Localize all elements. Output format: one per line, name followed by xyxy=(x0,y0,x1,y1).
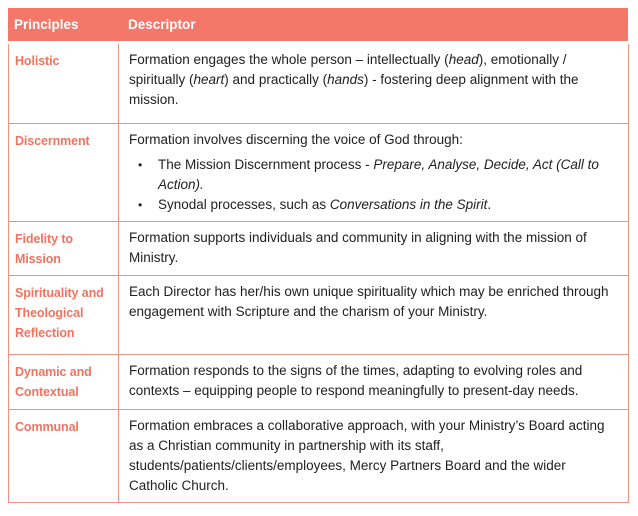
descriptor-cell xyxy=(119,275,629,354)
principle-cell: Discernment xyxy=(9,123,119,221)
descriptor-paragraph xyxy=(129,282,616,322)
table-row xyxy=(9,44,629,123)
descriptor-cell xyxy=(119,409,629,502)
principle-cell: Communal xyxy=(9,409,119,502)
descriptor-paragraph xyxy=(129,130,616,150)
principle-cell: Spirituality and Theological Reflection xyxy=(9,275,119,354)
principle-cell: Fidelity to Mission xyxy=(9,221,119,275)
text-run: ), emotionally / spiritually ( xyxy=(129,52,567,87)
principle-cell: Holistic xyxy=(9,44,119,123)
column-header-principles: Principles xyxy=(14,17,79,32)
descriptor-cell xyxy=(119,221,629,275)
descriptor-paragraph xyxy=(129,416,616,496)
italic-text-run: heart xyxy=(193,72,225,87)
text-run: Synodal processes, such as xyxy=(158,196,330,212)
descriptor-cell xyxy=(119,354,629,409)
descriptor-cell xyxy=(119,123,629,221)
text-run: Formation engages the whole person – intellectually ( xyxy=(129,52,449,67)
bullet-list xyxy=(129,155,616,215)
descriptor-paragraph xyxy=(129,361,616,401)
bullet-item xyxy=(129,195,616,215)
bullet-icon: • xyxy=(138,157,143,172)
principles-table xyxy=(8,8,628,503)
table-header-row xyxy=(8,8,628,41)
italic-text-run: Conversations in the Spirit xyxy=(329,196,488,212)
italic-text-run: Prepare, Analyse, Decide, Act (Call to Action). xyxy=(158,156,599,192)
text-run: The Mission Discernment process - xyxy=(158,156,374,172)
italic-text-run: head xyxy=(448,52,479,67)
column-header-descriptor: Descriptor xyxy=(128,17,196,32)
table-body xyxy=(8,44,629,503)
text-run: Formation involves discerning the voice of God through: xyxy=(129,131,463,147)
table-row xyxy=(9,275,629,354)
text-run: . xyxy=(487,196,492,212)
descriptor-cell xyxy=(119,44,629,123)
bullet-icon: • xyxy=(138,197,143,212)
text-run: Each Director has her/his own unique spirituality which may be enriched through engagement with Scripture and the charism of your Ministry. xyxy=(129,283,609,319)
table-row xyxy=(9,409,629,502)
table-row xyxy=(9,354,629,409)
text-run: Formation responds to the signs of the times, adapting to evolving roles and contexts – equipping people to respond meaningfully to present-day needs. xyxy=(129,362,583,398)
text-run: ) and practically ( xyxy=(224,72,328,87)
table-row xyxy=(9,123,629,221)
descriptor-paragraph xyxy=(129,228,616,268)
table-row xyxy=(9,221,629,275)
text-run: Formation supports individuals and community in aligning with the mission of Ministry. xyxy=(129,229,587,265)
italic-text-run: hands xyxy=(327,72,364,87)
text-run: ) - fostering deep alignment with the mission. xyxy=(129,72,579,107)
descriptor-paragraph xyxy=(129,50,616,110)
text-run: Formation embraces a collaborative approach, with your Ministry’s Board acting as a Christian community in partnership with its staff, students/patients/clients/employees, Mercy Partners Board and the wider Catholic Church. xyxy=(129,417,605,493)
bullet-item xyxy=(129,155,616,195)
principle-cell: Dynamic and Contextual xyxy=(9,354,119,409)
